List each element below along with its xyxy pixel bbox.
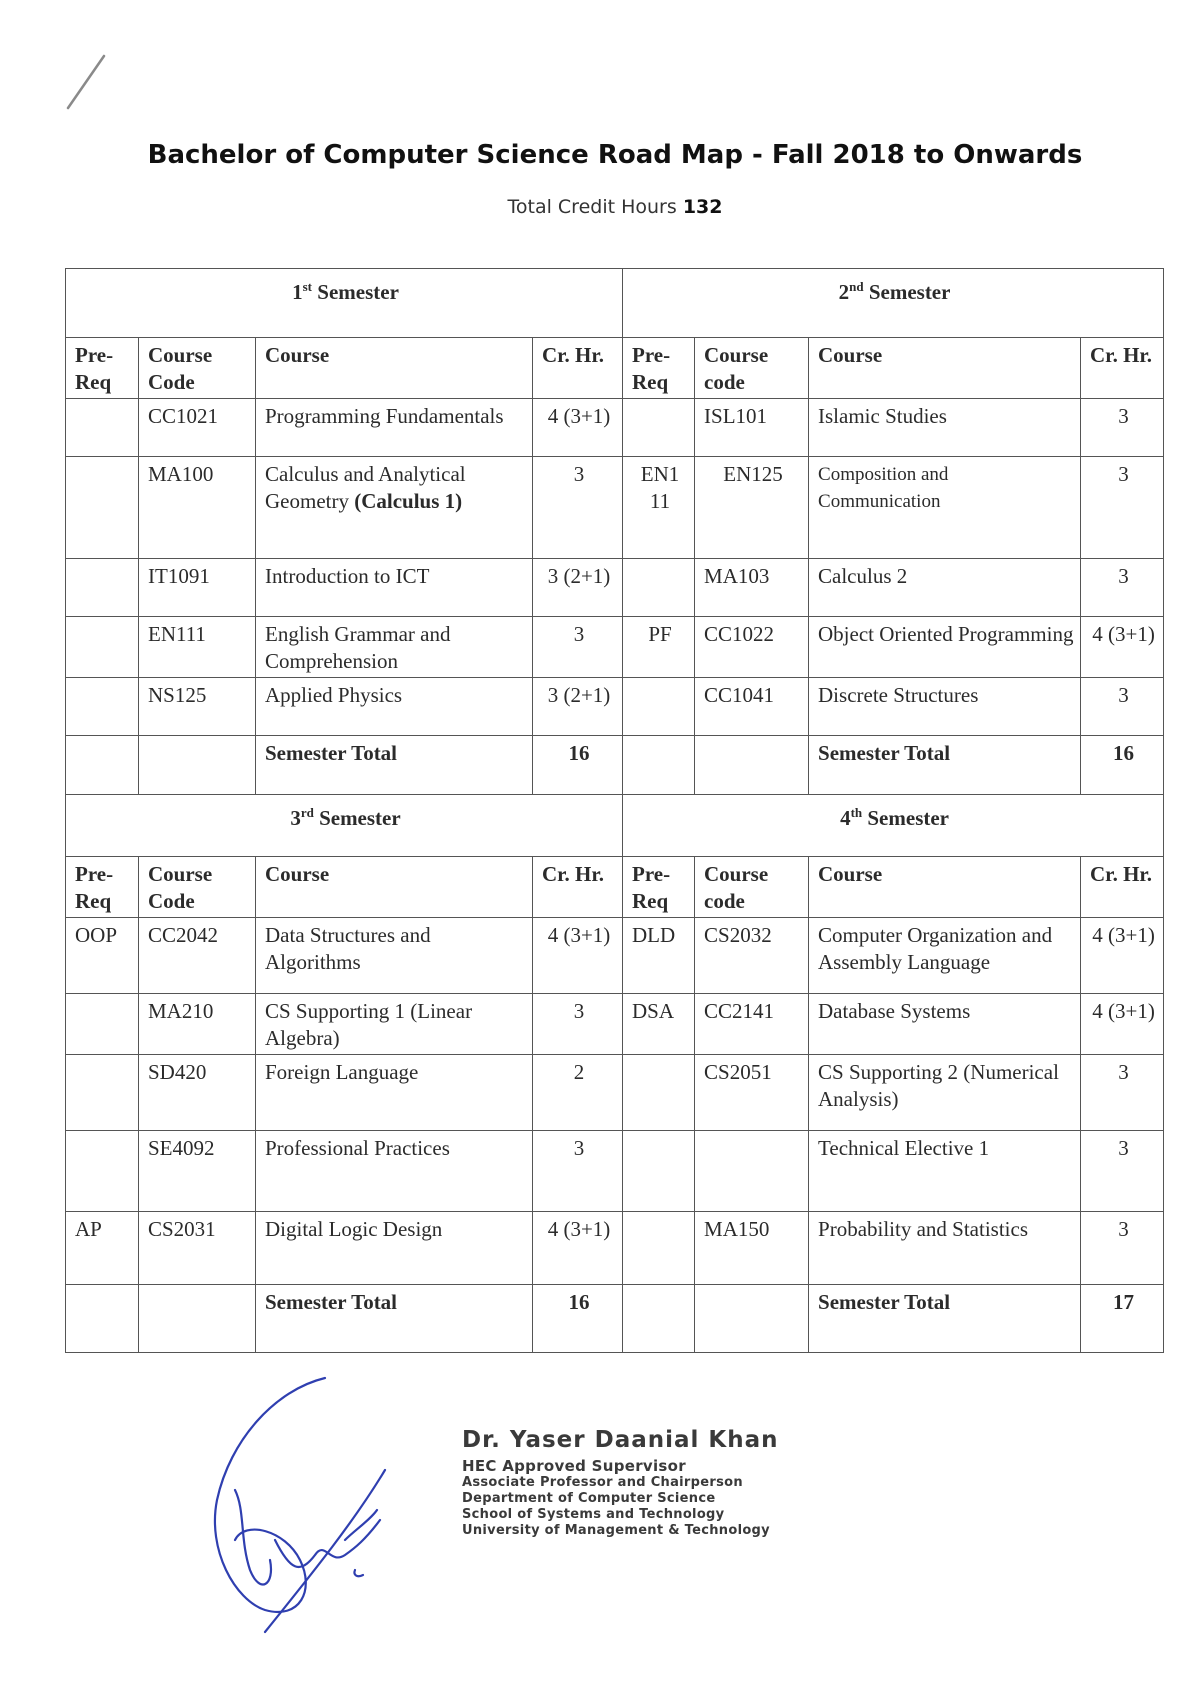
- col-credit-hours: Cr. Hr.: [1081, 338, 1164, 399]
- credit-cell: 3: [533, 994, 623, 1055]
- col-course: Course: [256, 857, 533, 918]
- course-code-cell: MA150: [695, 1212, 809, 1285]
- table-row: [66, 1212, 1164, 1285]
- course-name-cell: Probability and Statistics: [809, 1212, 1081, 1285]
- credit-cell: 2: [533, 1055, 623, 1131]
- col-prereq: Pre-Req: [623, 857, 695, 918]
- signatory-university: University of Management & Technology: [462, 1523, 770, 1538]
- course-code-cell: ISL101: [695, 399, 809, 457]
- semester-total-value: 16: [533, 1285, 623, 1353]
- table-row: [66, 617, 1164, 678]
- course-name-cell: Introduction to ICT: [256, 559, 533, 617]
- col-credit-hours: Cr. Hr.: [533, 857, 623, 918]
- course-code-cell: SE4092: [139, 1131, 256, 1212]
- col-course-code: Course code: [695, 338, 809, 399]
- prereq-cell: [66, 617, 139, 678]
- course-code-cell: CC1021: [139, 399, 256, 457]
- course-code-cell: CC1022: [695, 617, 809, 678]
- prereq-cell: DLD: [623, 918, 695, 994]
- signatory-name: Dr. Yaser Daanial Khan: [462, 1427, 779, 1453]
- col-credit-hours: Cr. Hr.: [533, 338, 623, 399]
- prereq-cell: [623, 678, 695, 736]
- signatory-block: [462, 1427, 779, 1539]
- total-credit-label: Total Credit Hours: [507, 196, 677, 218]
- course-name-cell: Programming Fundamentals: [256, 399, 533, 457]
- signatory-department: Department of Computer Science: [462, 1491, 716, 1506]
- credit-cell: 4 (3+1): [533, 918, 623, 994]
- course-name-cell: CS Supporting 2 (Numerical Analysis): [809, 1055, 1081, 1131]
- prereq-cell: PF: [623, 617, 695, 678]
- total-credit-value: 132: [682, 196, 723, 218]
- semester-1-heading: 1st Semester: [66, 269, 623, 338]
- col-course: Course: [809, 857, 1081, 918]
- course-code-cell: EN111: [139, 617, 256, 678]
- signatory-title: Associate Professor and Chairperson: [462, 1475, 743, 1490]
- course-name-cell: Computer Organization and Assembly Language: [809, 918, 1081, 994]
- roadmap-table: [65, 268, 1164, 1353]
- credit-cell: 3: [1081, 457, 1164, 559]
- semester-3-heading: 3rd Semester: [66, 795, 623, 857]
- column-header-row: [66, 338, 1164, 399]
- course-name-cell: Calculus 2: [809, 559, 1081, 617]
- col-course: Course: [256, 338, 533, 399]
- prereq-cell: [66, 399, 139, 457]
- course-code-cell: EN125: [695, 457, 809, 559]
- course-code-cell: CC2042: [139, 918, 256, 994]
- credit-cell: 3: [1081, 1131, 1164, 1212]
- course-name-cell: [256, 457, 533, 559]
- credit-cell: 3: [1081, 399, 1164, 457]
- semester-header-row: [66, 269, 1164, 338]
- table-row: [66, 678, 1164, 736]
- semester-total-value: 16: [533, 736, 623, 795]
- course-name-cell: Database Systems: [809, 994, 1081, 1055]
- semester-total-label: Semester Total: [256, 736, 533, 795]
- credit-cell: 3: [533, 457, 623, 559]
- prereq-cell: [66, 994, 139, 1055]
- prereq-cell: [623, 559, 695, 617]
- course-code-cell: MA210: [139, 994, 256, 1055]
- course-code-cell: MA103: [695, 559, 809, 617]
- course-name-cell: Object Oriented Programming: [809, 617, 1081, 678]
- prereq-cell: [623, 1212, 695, 1285]
- credit-cell: 4 (3+1): [1081, 994, 1164, 1055]
- prereq-cell: [66, 1131, 139, 1212]
- course-name-cell: Composition and Communication: [809, 457, 1081, 559]
- course-name-cell: Professional Practices: [256, 1131, 533, 1212]
- credit-cell: 4 (3+1): [533, 1212, 623, 1285]
- signatory-title: HEC Approved Supervisor: [462, 1457, 686, 1475]
- semester-total-value: 17: [1081, 1285, 1164, 1353]
- semester-total-value: 16: [1081, 736, 1164, 795]
- course-name-cell: Foreign Language: [256, 1055, 533, 1131]
- column-header-row: [66, 857, 1164, 918]
- semester-total-row: [66, 736, 1164, 795]
- semester-total-label: Semester Total: [256, 1285, 533, 1353]
- course-code-cell: CC1041: [695, 678, 809, 736]
- prereq-cell: [623, 1131, 695, 1212]
- credit-cell: 3 (2+1): [533, 678, 623, 736]
- table-row: [66, 1055, 1164, 1131]
- course-code-cell: CS2051: [695, 1055, 809, 1131]
- prereq-cell: EN1 11: [623, 457, 695, 559]
- course-name-cell: Digital Logic Design: [256, 1212, 533, 1285]
- col-course: Course: [809, 338, 1081, 399]
- course-code-cell: CS2032: [695, 918, 809, 994]
- semester-total-label: Semester Total: [809, 736, 1081, 795]
- course-code-cell: SD420: [139, 1055, 256, 1131]
- total-credit-hours: [0, 196, 1200, 218]
- course-name-text: Calculus and Analytical Geometry: [265, 462, 466, 513]
- credit-cell: 3 (2+1): [533, 559, 623, 617]
- table-row: [66, 399, 1164, 457]
- course-code-cell: [695, 1131, 809, 1212]
- semester-2-heading: 2nd Semester: [623, 269, 1164, 338]
- prereq-cell: [66, 1055, 139, 1131]
- course-name-cell: Data Structures and Algorithms: [256, 918, 533, 994]
- pen-stroke-mark: [62, 52, 112, 112]
- prereq-cell: OOP: [66, 918, 139, 994]
- course-name-cell: CS Supporting 1 (Linear Algebra): [256, 994, 533, 1055]
- prereq-cell: AP: [66, 1212, 139, 1285]
- credit-cell: 3: [533, 1131, 623, 1212]
- col-prereq: Pre-Req: [623, 338, 695, 399]
- signatory-school: School of Systems and Technology: [462, 1507, 725, 1522]
- credit-cell: 3: [1081, 678, 1164, 736]
- course-code-cell: CS2031: [139, 1212, 256, 1285]
- credit-cell: 3: [533, 617, 623, 678]
- credit-cell: 4 (3+1): [1081, 918, 1164, 994]
- handwritten-signature: [205, 1370, 415, 1640]
- col-credit-hours: Cr. Hr.: [1081, 857, 1164, 918]
- prereq-cell: [623, 399, 695, 457]
- table-row: [66, 1131, 1164, 1212]
- col-course-code: Course Code: [139, 857, 256, 918]
- course-code-cell: MA100: [139, 457, 256, 559]
- col-course-code: Course code: [695, 857, 809, 918]
- course-code-cell: IT1091: [139, 559, 256, 617]
- prereq-cell: [66, 559, 139, 617]
- credit-cell: 3: [1081, 1055, 1164, 1131]
- course-name-cell: Technical Elective 1: [809, 1131, 1081, 1212]
- col-prereq: Pre-Req: [66, 338, 139, 399]
- course-name-cell: Discrete Structures: [809, 678, 1081, 736]
- semester-total-row: [66, 1285, 1164, 1353]
- table-row: [66, 559, 1164, 617]
- prereq-cell: DSA: [623, 994, 695, 1055]
- credit-cell: 4 (3+1): [533, 399, 623, 457]
- table-row: [66, 457, 1164, 559]
- table-row: [66, 994, 1164, 1055]
- prereq-cell: [66, 678, 139, 736]
- course-name-cell: Applied Physics: [256, 678, 533, 736]
- page-title: Bachelor of Computer Science Road Map - Fall 2018 to Onwards: [147, 140, 1083, 170]
- course-code-cell: CC2141: [695, 994, 809, 1055]
- semester-total-label: Semester Total: [809, 1285, 1081, 1353]
- credit-cell: 3: [1081, 559, 1164, 617]
- col-course-code: Course Code: [139, 338, 256, 399]
- table-row: [66, 918, 1164, 994]
- semester-header-row: [66, 795, 1164, 857]
- col-prereq: Pre-Req: [66, 857, 139, 918]
- course-code-cell: NS125: [139, 678, 256, 736]
- credit-cell: 4 (3+1): [1081, 617, 1164, 678]
- course-name-cell: Islamic Studies: [809, 399, 1081, 457]
- course-name-cell: English Grammar and Comprehension: [256, 617, 533, 678]
- semester-4-heading: 4th Semester: [623, 795, 1164, 857]
- credit-cell: 3: [1081, 1212, 1164, 1285]
- prereq-cell: [66, 457, 139, 559]
- course-name-bold: (Calculus 1): [354, 489, 463, 513]
- prereq-cell: [623, 1055, 695, 1131]
